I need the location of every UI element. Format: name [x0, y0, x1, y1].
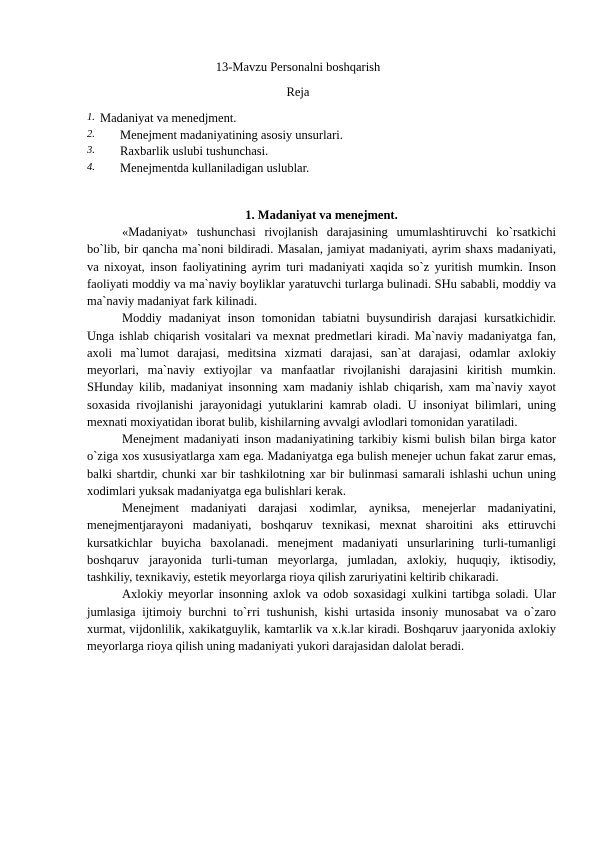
paragraph: «Madaniyat» tushunchasi rivojlanish darajasining umumlashtiruvchi ko`rsatkichi bo`lib, bir qancha ma`noni bildiradi. Masalan, jamiyat madaniyati, ayrim shaxs madaniyati, va nixoyat, inson faoliyatining ayrim turi madaniyati xaqida so`z yuritish mumkin. Inson faoliyati moddiy va ma`naviy boyliklar yaratuvchi turlarga bulinadi. SHu sababli, moddiy va ma`naviy madaniyat fark kilinadi.	[87, 225, 556, 308]
paragraph: Axlokiy meyorlar insonning axlok va odob soxasidagi xulkini tartibga soladi. Ular jumlasiga ijtimoiy burchni to`ғri tushunish, kishi urtasida insoniy munosabat va o`zaro xurmat, vijdonlilik, xakikatguylik, kamtarlik va x.k.lar kiradi. Boshqaruv jaaryonida axlokiy meyorlarga rioya qilish uning madaniyati yukori darajasidan dalolat beradi.	[87, 587, 556, 653]
page-title: 13-Mavzu Personalni boshqarish	[215, 60, 381, 74]
paragraph: Menejment madaniyati darajasi xodimlar, ayniksa, menejerlar madaniyatini, menejmentjarayoni madaniyati, boshqaruv texnikasi, mexnat sharoitini aks ettiruvchi kursatkichlar buyicha baxolanadi. menejment madaniyati unsurlarining turli-tumanligi boshqaruv jarayonida turli-tuman meyorlarga, jumladan, axlokiy, huquqiy, iktisodiy, tashkiliy, texnikaviy, estetik meyorlarga rioya qilish zaruriyatini keltirib chikaradi.	[87, 501, 556, 584]
plan-item	[87, 160, 527, 177]
plan-item-number: 1.	[87, 112, 95, 123]
section-heading: 1. Madaniyat va menejment.	[245, 208, 398, 222]
plan-item-text: Madaniyat va menedjment.	[100, 111, 237, 125]
section-body	[87, 224, 556, 655]
paragraph: Moddiy madaniyat inson tomonidan tabiatni buysundirish darajasi kursatkichidir. Unga ishlab chiqarish vositalari va mexnat predmetlari kiradi. Ma`naviy madaniyatga fan, axoli ma`lumot darajasi, meditsina xizmati darajasi, san`at darajasi, odamlar axlokiy meyorlari, ma`naviy extiyojlar va manfaatlar rivojlanishi darajasini kiritish mumkin. SHunday kilib, madaniyat insonning xam madaniy ishlab chiqarish, xam ma`naviy xayot soxasida rivojlanishi jarayonidagi yutuklarini kamrab oladi. U insoniyat bilimlari, uning mexnati moxiyatidan iborat bulib, kishilarning avvalgi avlodlari tomonidan yaratiladi.	[87, 311, 556, 429]
plan-item-number: 2.	[87, 128, 95, 140]
plan-item-text: Menejmentda kullaniladigan uslublar.	[120, 160, 310, 175]
plan-item-text: Menejment madaniyatining asosiy unsurlari.	[120, 127, 343, 142]
plan-item-number: 3.	[87, 145, 95, 156]
plan-list	[87, 110, 527, 176]
paragraph: Menejment madaniyati inson madaniyatining tarkibiy kismi bulish bilan birga kator o`ziga xos xususiyatlarga xam ega. Madaniyatga ega bulish menejer uchun fakat zarur emas, balki shartdir, chunki xar bir tashkilotning xar bir bulinmasi samarali ishlashi uchun uning xodimlari yuksak madaniyatga ega bulishlari kerak.	[87, 432, 556, 498]
plan-item-number: 4.	[87, 161, 95, 173]
plan-heading: Reja	[286, 85, 310, 99]
plan-item	[87, 127, 527, 144]
plan-item-text: Raxbarlik uslubi tushunchasi.	[120, 144, 269, 158]
plan-item	[87, 143, 527, 160]
plan-item	[87, 110, 527, 127]
